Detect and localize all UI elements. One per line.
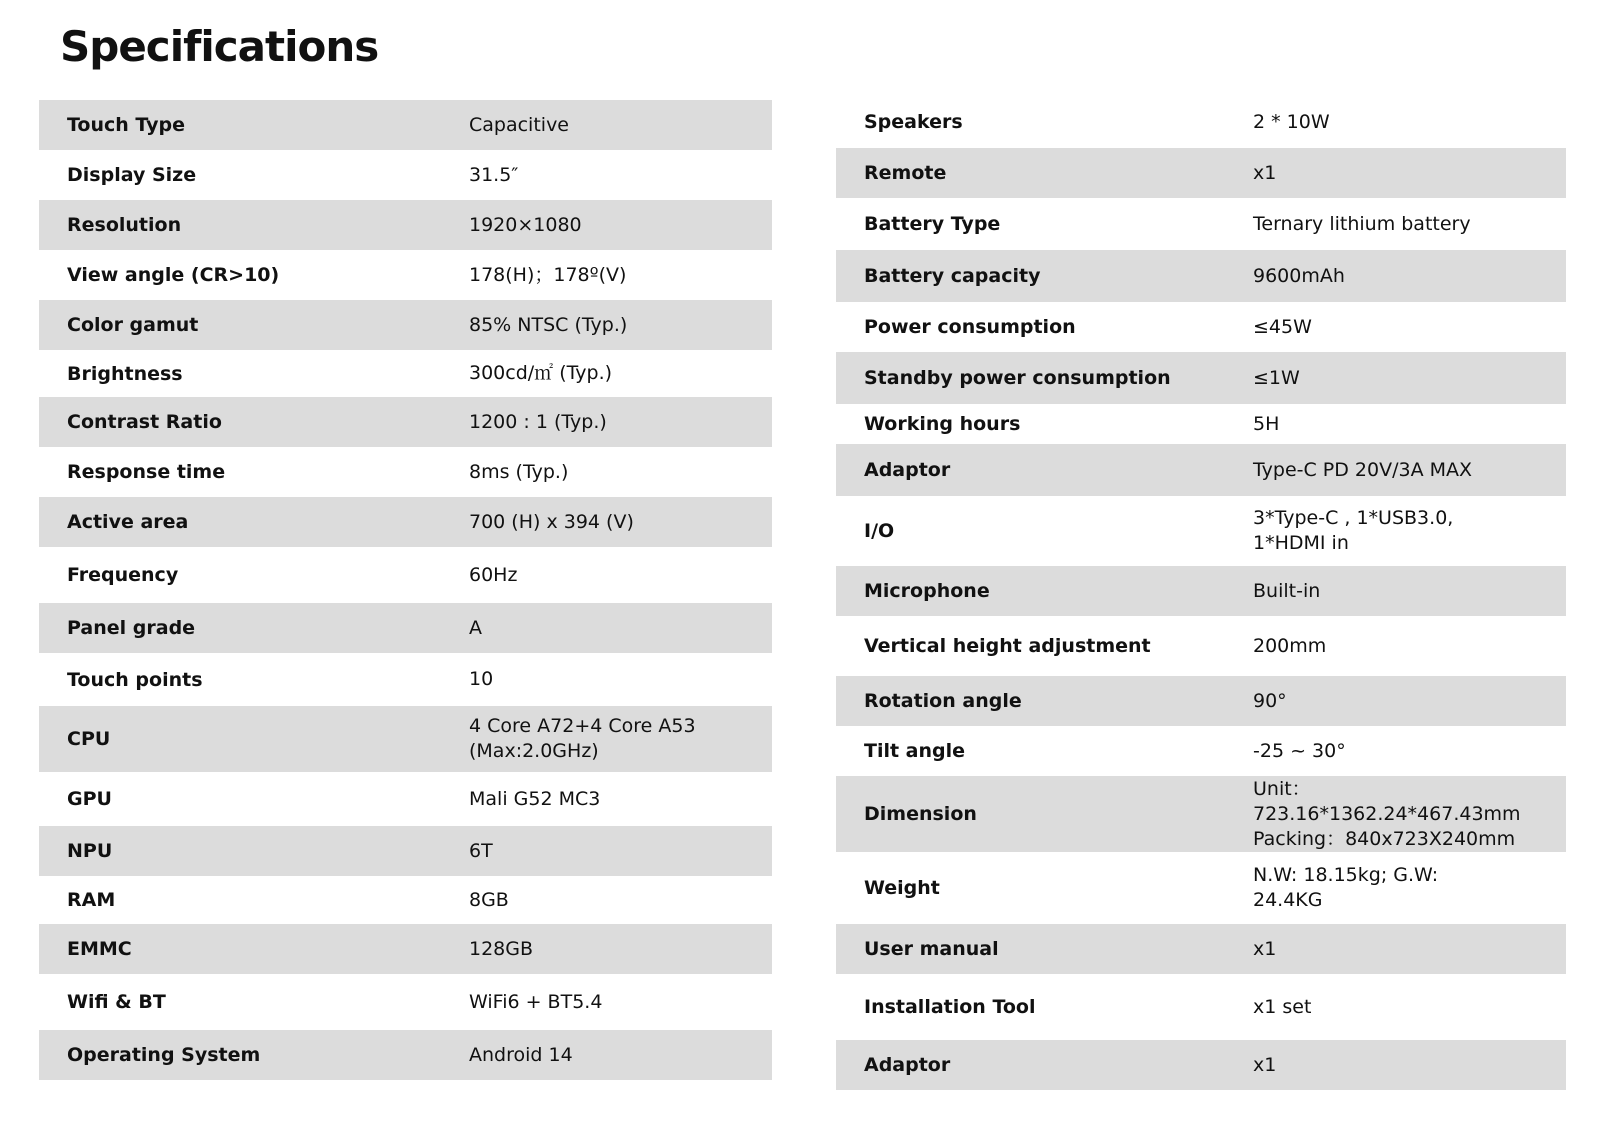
spec-label: Color gamut	[67, 314, 199, 336]
spec-row	[39, 924, 772, 974]
spec-value: 31.5″	[469, 163, 519, 186]
spec-label: Adaptor	[864, 1054, 951, 1076]
spec-row	[836, 1040, 1566, 1090]
spec-value: ≤45W	[1253, 315, 1312, 338]
spec-value: 200mm	[1253, 634, 1327, 657]
spec-label: Installation Tool	[864, 996, 1036, 1018]
spec-value: Type-C PD 20V/3A MAX	[1253, 458, 1473, 481]
spec-value: 300cd/㎡ (Typ.)	[469, 362, 613, 384]
spec-value: 5H	[1253, 412, 1280, 435]
spec-row	[39, 547, 772, 603]
spec-value: 9600mAh	[1253, 264, 1345, 287]
spec-label: Display Size	[67, 164, 197, 186]
spec-row	[836, 726, 1566, 776]
spec-label: Vertical height adjustment	[864, 635, 1151, 657]
spec-label: Rotation angle	[864, 690, 1022, 712]
spec-row	[39, 300, 772, 350]
spec-value: Capacitive	[469, 113, 570, 136]
spec-value: Mali G52 MC3	[469, 787, 601, 810]
spec-row	[836, 444, 1566, 496]
spec-row	[836, 352, 1566, 404]
spec-label: Tilt angle	[864, 740, 966, 762]
spec-label: CPU	[67, 728, 111, 750]
spec-label: Power consumption	[864, 316, 1076, 338]
spec-value: 2 * 10W	[1253, 110, 1330, 133]
spec-value: ≤1W	[1253, 366, 1300, 389]
spec-label: Active area	[67, 511, 189, 533]
spec-label: Adaptor	[864, 459, 951, 481]
spec-label: Battery Type	[864, 213, 1001, 235]
spec-row	[39, 497, 772, 547]
spec-label: View angle (CR>10)	[67, 264, 280, 286]
spec-row	[836, 496, 1566, 566]
spec-row	[39, 447, 772, 497]
spec-row	[39, 826, 772, 876]
spec-value: 1200 : 1 (Typ.)	[469, 410, 607, 433]
spec-value: -25 ~ 30°	[1253, 739, 1346, 762]
spec-row	[39, 653, 772, 706]
spec-row	[39, 603, 772, 653]
spec-label: Touch points	[67, 668, 203, 691]
spec-value: 8GB	[469, 888, 509, 911]
spec-value: 178(H)；178º(V)	[469, 263, 627, 286]
spec-row	[39, 1030, 772, 1080]
spec-label: Weight	[864, 877, 940, 899]
spec-value: 3*Type-C , 1*USB3.0, 1*HDMI in	[1253, 507, 1454, 554]
spec-value: 60Hz	[469, 563, 518, 586]
spec-row	[39, 200, 772, 250]
spec-label: Panel grade	[67, 617, 196, 639]
spec-value: 85% NTSC (Typ.)	[469, 313, 628, 336]
spec-value: 90°	[1253, 689, 1287, 712]
spec-value: 1920×1080	[469, 213, 582, 236]
spec-row	[836, 404, 1566, 444]
spec-row	[39, 772, 772, 826]
spec-value: Ternary lithium battery	[1253, 212, 1471, 235]
spec-label: Remote	[864, 162, 947, 184]
spec-value: 4 Core A72+4 Core A53 (Max:2.0GHz)	[469, 715, 696, 762]
spec-row	[39, 100, 772, 150]
spec-label: Operating System	[67, 1044, 261, 1066]
spec-value: 128GB	[469, 937, 534, 960]
spec-row	[836, 776, 1566, 852]
spec-value: Android 14	[469, 1043, 573, 1066]
spec-value: A	[469, 616, 482, 639]
spec-label: NPU	[67, 840, 113, 862]
spec-row	[39, 350, 772, 397]
spec-value: 6T	[469, 839, 493, 862]
spec-label: Working hours	[864, 413, 1021, 435]
spec-value: 700 (H) x 394 (V)	[469, 510, 634, 533]
spec-value: 8ms (Typ.)	[469, 460, 569, 483]
spec-value: x1 set	[1253, 995, 1312, 1018]
spec-label: EMMC	[67, 938, 132, 960]
spec-label: RAM	[67, 889, 116, 911]
spec-label: Frequency	[67, 564, 179, 586]
spec-row	[836, 924, 1566, 974]
spec-row	[39, 974, 772, 1030]
spec-row	[836, 852, 1566, 924]
spec-label: GPU	[67, 788, 112, 810]
spec-row	[836, 566, 1566, 616]
spec-row	[836, 148, 1566, 198]
spec-row	[836, 676, 1566, 726]
spec-label: Brightness	[67, 362, 183, 385]
spec-label: Response time	[67, 461, 226, 483]
spec-value: x1	[1253, 161, 1277, 184]
spec-row	[836, 616, 1566, 676]
spec-row	[39, 397, 772, 447]
spec-label: User manual	[864, 938, 999, 960]
spec-label: Battery capacity	[864, 265, 1041, 287]
spec-row	[836, 250, 1566, 302]
spec-value: N.W: 18.15kg; G.W: 24.4KG	[1253, 864, 1439, 911]
spec-value: WiFi6 + BT5.4	[469, 990, 603, 1013]
spec-row	[836, 302, 1566, 352]
spec-label: Touch Type	[67, 114, 185, 136]
page-title: Specifications	[60, 22, 379, 71]
spec-label: Speakers	[864, 111, 963, 133]
spec-row	[39, 706, 772, 772]
spec-row	[39, 876, 772, 924]
spec-label: Resolution	[67, 214, 182, 236]
spec-row	[836, 96, 1566, 148]
spec-row	[836, 198, 1566, 250]
spec-row	[836, 974, 1566, 1040]
spec-value: x1	[1253, 1053, 1277, 1076]
spec-value: Unit：723.16*1362.24*467.43mm Packing：840x723X240mm	[1253, 777, 1521, 850]
spec-value: 10	[469, 668, 494, 690]
spec-label: I/O	[864, 520, 895, 542]
spec-value: x1	[1253, 937, 1277, 960]
spec-value: Built-in	[1253, 579, 1321, 602]
spec-row	[39, 150, 772, 200]
spec-label: Microphone	[864, 580, 990, 602]
spec-label: Wifi & BT	[67, 991, 166, 1013]
spec-label: Standby power consumption	[864, 367, 1171, 389]
spec-label: Dimension	[864, 803, 977, 825]
spec-label: Contrast Ratio	[67, 411, 222, 433]
spec-row	[39, 250, 772, 300]
